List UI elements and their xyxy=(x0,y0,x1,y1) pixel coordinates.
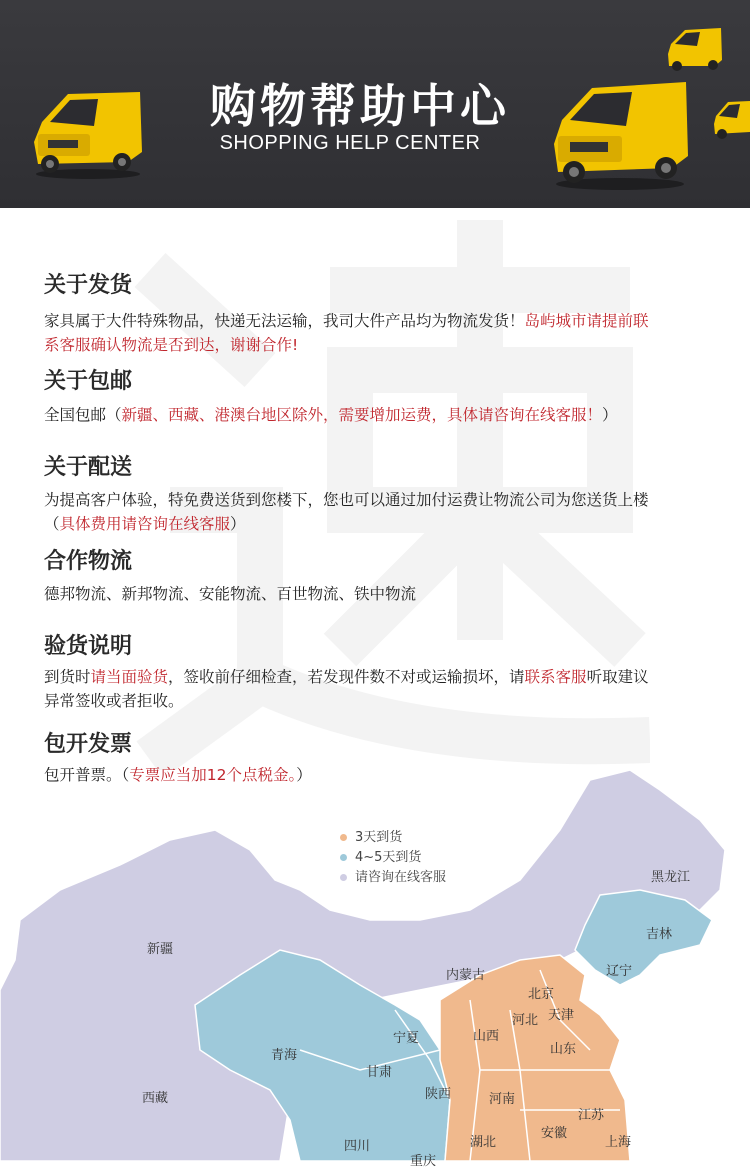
province-label-xinjiang: 新疆 xyxy=(147,942,174,957)
section-title-delivery: 关于配送 xyxy=(44,455,133,480)
section-title-partners: 合作物流 xyxy=(44,549,133,574)
section-title-free-shipping: 关于包邮 xyxy=(44,369,133,394)
free-shipping-text-end: ） xyxy=(602,406,618,424)
shipping-text-red-2: 系客服确认物流是否到达，谢谢合作! xyxy=(44,336,299,354)
province-label-henan: 河南 xyxy=(489,1092,516,1107)
legend-label: 请咨询在线客服 xyxy=(355,870,447,885)
province-label-gansu: 甘肃 xyxy=(366,1065,393,1080)
inspection-text-3: 听取建议 xyxy=(586,668,649,686)
province-label-hubei: 湖北 xyxy=(470,1135,497,1150)
delivery-van-small-top xyxy=(665,24,725,74)
province-label-shanghai: 上海 xyxy=(605,1135,632,1150)
delivery-text-main: 为提高客户体验，特免费送货到您楼下，您也可以通过加付运费让物流公司为您送货上楼 xyxy=(44,491,649,509)
legend-item-4-5-days xyxy=(340,848,446,868)
delivery-text xyxy=(44,488,724,536)
province-label-shaanxi: 陕西 xyxy=(425,1087,452,1102)
legend-label: 4~5天到货 xyxy=(355,850,422,865)
invoice-text-red: 专票应当加12个点税金。 xyxy=(129,766,297,784)
section-title-invoice: 包开发票 xyxy=(44,732,133,757)
legend-dot-purple xyxy=(340,874,347,881)
province-label-tianjin: 天津 xyxy=(548,1008,575,1023)
map-region-4-5-days-northeast xyxy=(575,890,712,985)
province-label-chongqing: 重庆 xyxy=(410,1154,437,1169)
inspection-text-1: 到货时 xyxy=(44,668,91,686)
legend-dot-blue xyxy=(340,854,347,861)
legend-item-consult xyxy=(340,868,446,888)
province-label-anhui: 安徽 xyxy=(541,1126,568,1141)
inspection-text xyxy=(44,665,724,713)
province-label-shanxi: 山西 xyxy=(473,1029,500,1044)
province-label-sichuan: 四川 xyxy=(344,1139,371,1154)
header-banner xyxy=(0,0,750,208)
free-shipping-text xyxy=(44,403,724,427)
inspection-text-line2: 异常签收或者拒收。 xyxy=(44,692,184,710)
shipping-text-red: 岛屿城市请提前联 xyxy=(524,312,649,330)
map-legend xyxy=(340,828,446,888)
shipping-text xyxy=(44,309,724,357)
shipping-text-main: 家具属于大件特殊物品，快递无法运输，我司大件产品均为物流发货！ xyxy=(44,312,525,330)
inspection-text-red-2: 联系客服 xyxy=(524,668,587,686)
province-label-heilongjiang: 黑龙江 xyxy=(651,870,691,885)
page-subtitle: SHOPPING HELP CENTER xyxy=(219,132,481,154)
free-shipping-text-main: 全国包邮（ xyxy=(44,406,122,424)
province-label-shandong: 山东 xyxy=(550,1042,577,1057)
delivery-text-open: （ xyxy=(44,515,60,533)
legend-item-3-days xyxy=(340,828,446,848)
province-label-neimenggu: 内蒙古 xyxy=(446,968,486,983)
section-title-shipping: 关于发货 xyxy=(44,273,133,298)
invoice-text-end: ） xyxy=(296,766,312,784)
section-title-inspection: 验货说明 xyxy=(44,634,133,659)
legend-dot-orange xyxy=(340,834,347,841)
province-label-jiangsu: 江苏 xyxy=(578,1108,605,1123)
delivery-text-red: 具体费用请咨询在线客服 xyxy=(59,515,231,533)
province-label-xizang: 西藏 xyxy=(142,1091,169,1106)
invoice-text-main: 包开普票。（ xyxy=(44,766,130,784)
page-title: 购物帮助中心 xyxy=(210,79,510,133)
free-shipping-text-red: 新疆、西藏、港澳台地区除外，需要增加运费，具体请咨询在线客服！ xyxy=(121,406,603,424)
legend-label: 3天到货 xyxy=(355,830,403,845)
delivery-text-close: ） xyxy=(230,515,246,533)
province-label-ningxia: 宁夏 xyxy=(393,1031,420,1046)
province-label-beijing: 北京 xyxy=(528,987,555,1002)
province-label-jilin: 吉林 xyxy=(646,927,673,942)
inspection-text-red-1: 请当面验货 xyxy=(90,668,169,686)
province-label-liaoning: 辽宁 xyxy=(606,964,633,979)
province-label-qinghai: 青海 xyxy=(271,1048,298,1063)
inspection-text-2: ，签收前仔细检查，若发现件数不对或运输损坏，请 xyxy=(168,668,525,686)
partners-text: 德邦物流、新邦物流、安能物流、百世物流、铁中物流 xyxy=(44,585,417,603)
province-label-hebei: 河北 xyxy=(512,1013,539,1028)
